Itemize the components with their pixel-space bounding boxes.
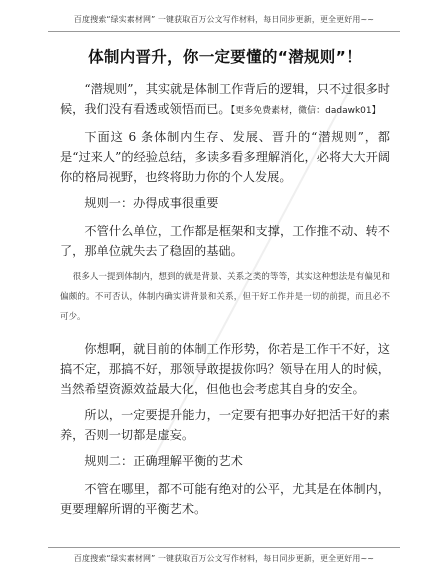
article-body xyxy=(60,45,390,525)
promo-note: 【更多免费素材，微信：dadawk01】 xyxy=(230,106,381,116)
article-title: 体制内晋升，你一定要懂的“潜规则”！ xyxy=(88,48,362,66)
paragraph-rule-one: 不管什么单位，工作都是框架和支撑，工作推不动、转不了，那单位就失去了稳固的基础。 xyxy=(60,224,390,258)
paragraph-think: 你想啊，就目前的体制工作形势，你若是工作干不好，这搞不定，那搞不好，那领导敢提拔你吗？领导在用人的时候，当然希望资源效益最大化，但他也会考虑其自身的安全。 xyxy=(60,342,390,396)
paragraph-intro-text: “潜规则”，其实就是体制工作背后的逻辑，只不过很多时候，我们没有看透或领悟而已。 xyxy=(60,82,390,116)
page-footer: 百度搜索“绿实素材网” 一键获取百万公文写作材料，每日同步更新，更全更好用~~ xyxy=(73,554,375,563)
paragraph-conclusion: 所以，一定要提升能力，一定要有把事办好把活干好的素养，否则一切都是虚妄。 xyxy=(60,408,390,442)
paragraph-small-note: 很多人一提到体制内，想到的就是背景、关系之类的等等，其实这种想法是有偏见和偏颇的。不可否认，体制内确实讲背景和关系，但干好工作并是一切的前提，而且必不可少。 xyxy=(60,272,390,322)
paragraph-intro xyxy=(60,79,390,121)
paragraph-rule-two: 不管在哪里，都不可能有绝对的公平，尤其是在体制内，更要理解所谓的平衡艺术。 xyxy=(60,482,390,516)
rule-one-heading: 规则一：办得成事很重要 xyxy=(84,196,219,210)
rule-two-heading: 规则二：正确理解平衡的艺术 xyxy=(84,454,243,468)
page-header: 百度搜索“绿实素材网” 一键获取百万公文写作材料，每日同步更新，更全更好用~~ xyxy=(73,15,375,24)
footer-divider xyxy=(48,547,400,548)
header-divider xyxy=(48,31,400,32)
paragraph-overview: 下面这 6 条体制内生存、发展、晋升的“潜规则”，都是“过来人”的经验总结，多读多看多理解消化，必将大大开阔你的格局视野，也终将助力你的个人发展。 xyxy=(60,130,390,184)
